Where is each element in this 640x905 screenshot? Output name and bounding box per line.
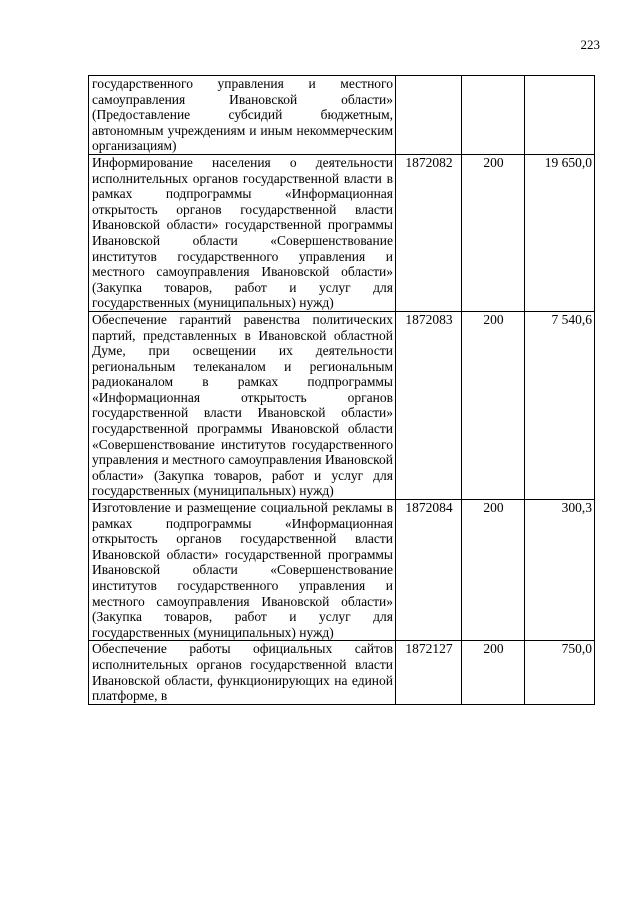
row-amount: 750,0: [525, 641, 595, 704]
table-row: [89, 500, 595, 641]
row-description: Обеспечение гарантий равенства политических партий, представленных в Ивановской областной Думе, при освещении их деятельности региональным телеканалом и региональным радиоканалом в рамках подпрограммы «Информационная открытость органов государственной власти Ивановской области» государственной программы Ивановской области «Совершенствование институтов государственного управления и местного самоуправления Ивановской области» (Закупка товаров, работ и услуг для государственных (муниципальных) нужд): [89, 311, 396, 499]
table-row: [89, 641, 595, 704]
row-amount: [525, 76, 595, 155]
row-amount: 19 650,0: [525, 154, 595, 311]
row-expense-type: 200: [462, 154, 525, 311]
table-row: [89, 76, 595, 155]
row-description: государственного управления и местного самоуправления Ивановской области» (Предоставление субсидий бюджетным, автономным учреждениям и иным некоммерческим организациям): [89, 76, 396, 155]
row-expense-type: 200: [462, 311, 525, 499]
row-target-code: 1872084: [396, 500, 462, 641]
row-target-code: 1872127: [396, 641, 462, 704]
row-amount: 7 540,6: [525, 311, 595, 499]
page-number: 223: [580, 37, 600, 52]
row-expense-type: 200: [462, 500, 525, 641]
row-target-code: 1872083: [396, 311, 462, 499]
row-expense-type: 200: [462, 641, 525, 704]
table-row: [89, 154, 595, 311]
table-row: [89, 311, 595, 499]
row-target-code: 1872082: [396, 154, 462, 311]
row-description: Информирование населения о деятельности исполнительных органов государственной власти в рамках подпрограммы «Информационная открытость органов государственной власти Ивановской области» государственной программы Ивановской области «Совершенствование институтов государственного управления и местного самоуправления Ивановской области» (Закупка товаров, работ и услуг для государственных (муниципальных) нужд): [89, 154, 396, 311]
budget-table: [88, 75, 595, 705]
row-amount: 300,3: [525, 500, 595, 641]
row-expense-type: [462, 76, 525, 155]
row-description: Изготовление и размещение социальной рекламы в рамках подпрограммы «Информационная открытость органов государственной власти Ивановской области» государственной программы Ивановской области «Совершенствование институтов государственного управления и местного самоуправления Ивановской области» (Закупка товаров, работ и услуг для государственных (муниципальных) нужд): [89, 500, 396, 641]
row-description: Обеспечение работы официальных сайтов исполнительных органов государственной власти Ивановской области, функционирующих на единой платформе, в: [89, 641, 396, 704]
row-target-code: [396, 76, 462, 155]
